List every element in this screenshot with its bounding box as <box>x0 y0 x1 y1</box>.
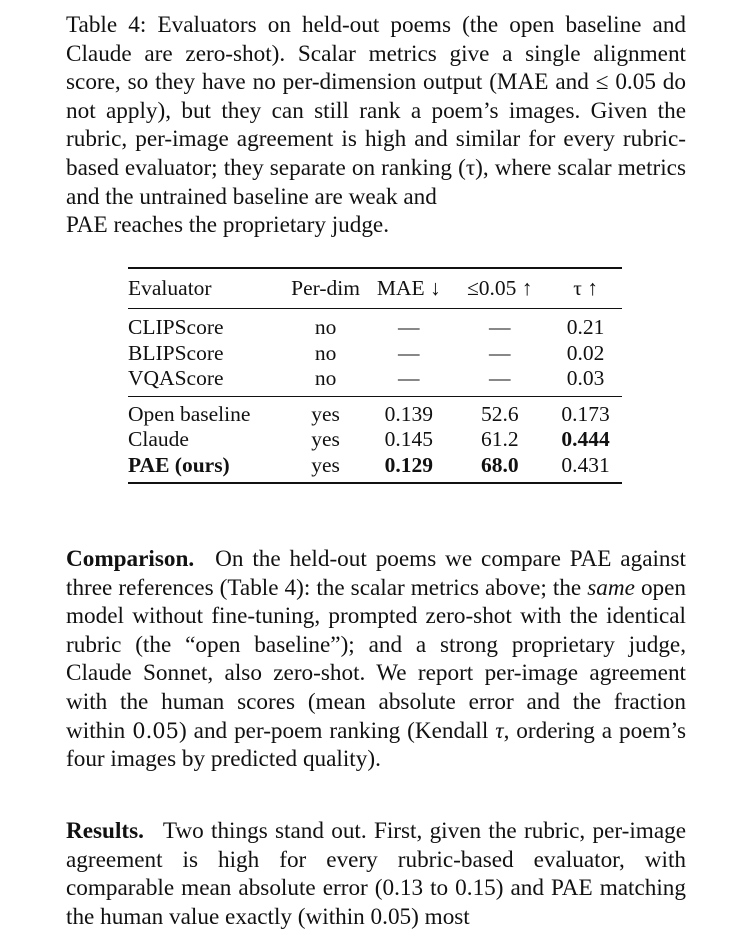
table-caption <box>66 11 686 240</box>
table-row <box>128 396 622 427</box>
header-per-dim: Per-dim <box>291 276 361 300</box>
cell-per-dim: yes <box>311 452 340 477</box>
cell-within: — <box>489 366 511 391</box>
caption-last-line: PAE reaches the proprietary judge. <box>66 212 390 239</box>
table-row <box>128 366 622 396</box>
comparison-text-b: open model without fine-tuning, prompted zero-shot with the identical rubric (the “open baseline”); and a strong proprietary judge, Claude Sonnet, also zero-shot. We report per-image agreement with the human scores (mean absolute error and the fraction within <box>66 574 687 744</box>
cell-within: 61.2 <box>480 427 519 452</box>
cell-within-best: 68.0 <box>480 452 519 477</box>
cell-mae: — <box>398 366 420 391</box>
cell-mae: 0.139 <box>384 401 433 426</box>
cell-evaluator: Claude <box>128 427 189 452</box>
caption-text: Evaluators on held-out poems (the open baseline and Claude are zero-shot). Scalar metrics give a single alignment score, so they have no per-dimension output (MAE and ≤ 0.05 do not apply), but they can still rank a poem’s images. Given the rubric, per-image agreement is high and similar for every rubric-based evaluator; they separate on ranking (τ), where scalar metrics and the untrained baseline are weak and <box>66 12 687 210</box>
cell-mae-best: 0.129 <box>384 452 433 477</box>
cell-mae: 0.145 <box>384 427 433 452</box>
cell-per-dim: no <box>314 366 337 391</box>
cell-per-dim: yes <box>311 401 340 426</box>
header-tau: τ ↑ <box>573 276 598 300</box>
comparison-threshold: 0.05 <box>132 718 179 743</box>
cell-evaluator-ours: PAE (ours) <box>128 452 230 477</box>
cell-evaluator: BLIPScore <box>128 340 224 365</box>
cell-tau: 0.173 <box>561 401 610 426</box>
table-row <box>128 341 622 367</box>
cell-within: — <box>489 340 511 365</box>
cell-mae: — <box>398 315 420 340</box>
cell-evaluator: Open baseline <box>128 401 251 426</box>
results-table <box>128 267 622 484</box>
comparison-paragraph <box>66 545 686 774</box>
comparison-text-d: , ordering a poem’s four images by predicted quality). <box>66 717 687 773</box>
comparison-heading: Comparison. <box>66 546 195 572</box>
cell-tau: 0.431 <box>561 452 610 477</box>
results-text: Two things stand out. First, given the rubric, per-image agreement is high for every rubric-based evaluator, with comparable mean absolute error (0.13 to 0.15) and PAE matching the human value exactly (within 0.05) most <box>66 818 686 930</box>
cell-evaluator: VQAScore <box>128 366 224 391</box>
cell-tau-best: 0.444 <box>561 427 610 452</box>
results-paragraph <box>66 817 686 931</box>
comparison-text-a: On the held-out poems we compare PAE against three references (Table 4): the scalar metrics above; the <box>66 546 686 601</box>
cell-evaluator: CLIPScore <box>128 315 224 340</box>
table-row <box>128 309 622 341</box>
header-within: ≤0.05 ↑ <box>466 276 533 300</box>
header-mae: MAE ↓ <box>376 276 441 300</box>
comparison-text-c: ) and per-poem ranking (Kendall <box>178 717 489 744</box>
comparison-emphasis: same <box>587 574 635 601</box>
cell-per-dim: no <box>314 340 337 365</box>
cell-tau: 0.03 <box>566 366 605 391</box>
cell-mae: — <box>398 340 420 365</box>
cell-within: 52.6 <box>480 401 519 426</box>
results-heading: Results. <box>66 818 144 844</box>
table-row <box>128 427 622 453</box>
cell-tau: 0.21 <box>566 315 605 340</box>
cell-tau: 0.02 <box>566 340 605 365</box>
table-row <box>128 453 622 484</box>
comparison-tau: τ <box>495 717 504 744</box>
cell-within: — <box>489 315 511 340</box>
cell-per-dim: no <box>314 315 337 340</box>
table-header-row <box>128 268 622 309</box>
header-evaluator: Evaluator <box>128 276 212 300</box>
caption-label: Table 4: <box>66 12 147 38</box>
cell-per-dim: yes <box>311 427 340 452</box>
